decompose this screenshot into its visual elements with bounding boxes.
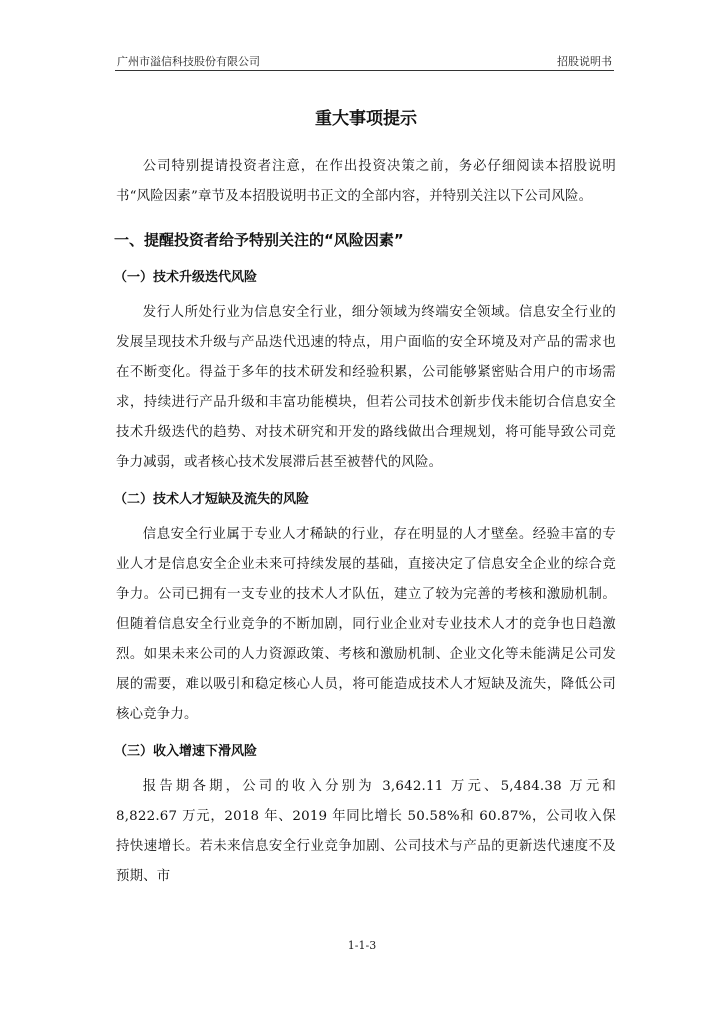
page-header — [115, 50, 614, 71]
subsection-heading-revenue-decline: （三）收入增速下滑风险 — [114, 744, 258, 759]
header-document-type: 招股说明书 — [557, 55, 612, 68]
paragraph-revenue-decline: 报告期各期，公司的收入分别为 3,642.11 万元、5,484.38 万元和 8,822.67 万元，2018 年、2019 年同比增长 50.58%和 60.87%，公司收入保持快速增长。若未来信息安全行业竞争加剧、公司技术与产品的更新迭代速度不及预期、市 — [116, 779, 616, 884]
header-company-name: 广州市溢信科技股份有限公司 — [117, 55, 260, 68]
subsection-heading-talent-shortage: （二）技术人才短缺及流失的风险 — [114, 492, 310, 507]
page-number: 1-1-3 — [347, 939, 377, 952]
paragraph-talent-shortage: 信息安全行业属于专业人才稀缺的行业，存在明显的人才壁垒。经验丰富的专业人才是信息安全企业未来可持续发展的基础，直接决定了信息安全企业的综合竞争力。公司已拥有一支专业的技术人才队伍，建立了较为完善的考核和激励机制。但随着信息安全行业竞争的不断加剧，同行业企业对专业技术人才的竞争也日趋激烈。如果未来公司的人力资源政策、考核和激励机制、企业文化等未能满足公司发展的需要，难以吸引和稳定核心人员，将可能造成技术人才短缺及流失，降低公司核心竞争力。 — [116, 527, 616, 722]
paragraph-tech-upgrade: 发行人所处行业为信息安全行业，细分领域为终端安全领域。信息安全行业的发展呈现技术升级与产品迭代迅速的特点，用户面临的安全环境及对产品的需求也在不断变化。得益于多年的技术研发和经验积累，公司能够紧密贴合用户的市场需求，持续进行产品升级和丰富功能模块，但若公司技术创新步伐未能切合信息安全技术升级迭代的趋势、对技术研究和开发的路线做出合理规划，将可能导致公司竞争力减弱，或者核心技术发展滞后甚至被替代的风险。 — [116, 305, 616, 470]
document-body — [116, 104, 616, 892]
intro-paragraph: 公司特别提请投资者注意，在作出投资决策之前，务必仔细阅读本招股说明书“风险因素”章节及本招股说明书正文的全部内容，并特别关注以下公司风险。 — [116, 159, 616, 204]
section-heading-risk-factors: 一、提醒投资者给予特别关注的“风险因素” — [114, 231, 404, 249]
subsection-heading-tech-upgrade: （一）技术升级迭代风险 — [114, 270, 258, 285]
document-title: 重大事项提示 — [315, 109, 417, 129]
